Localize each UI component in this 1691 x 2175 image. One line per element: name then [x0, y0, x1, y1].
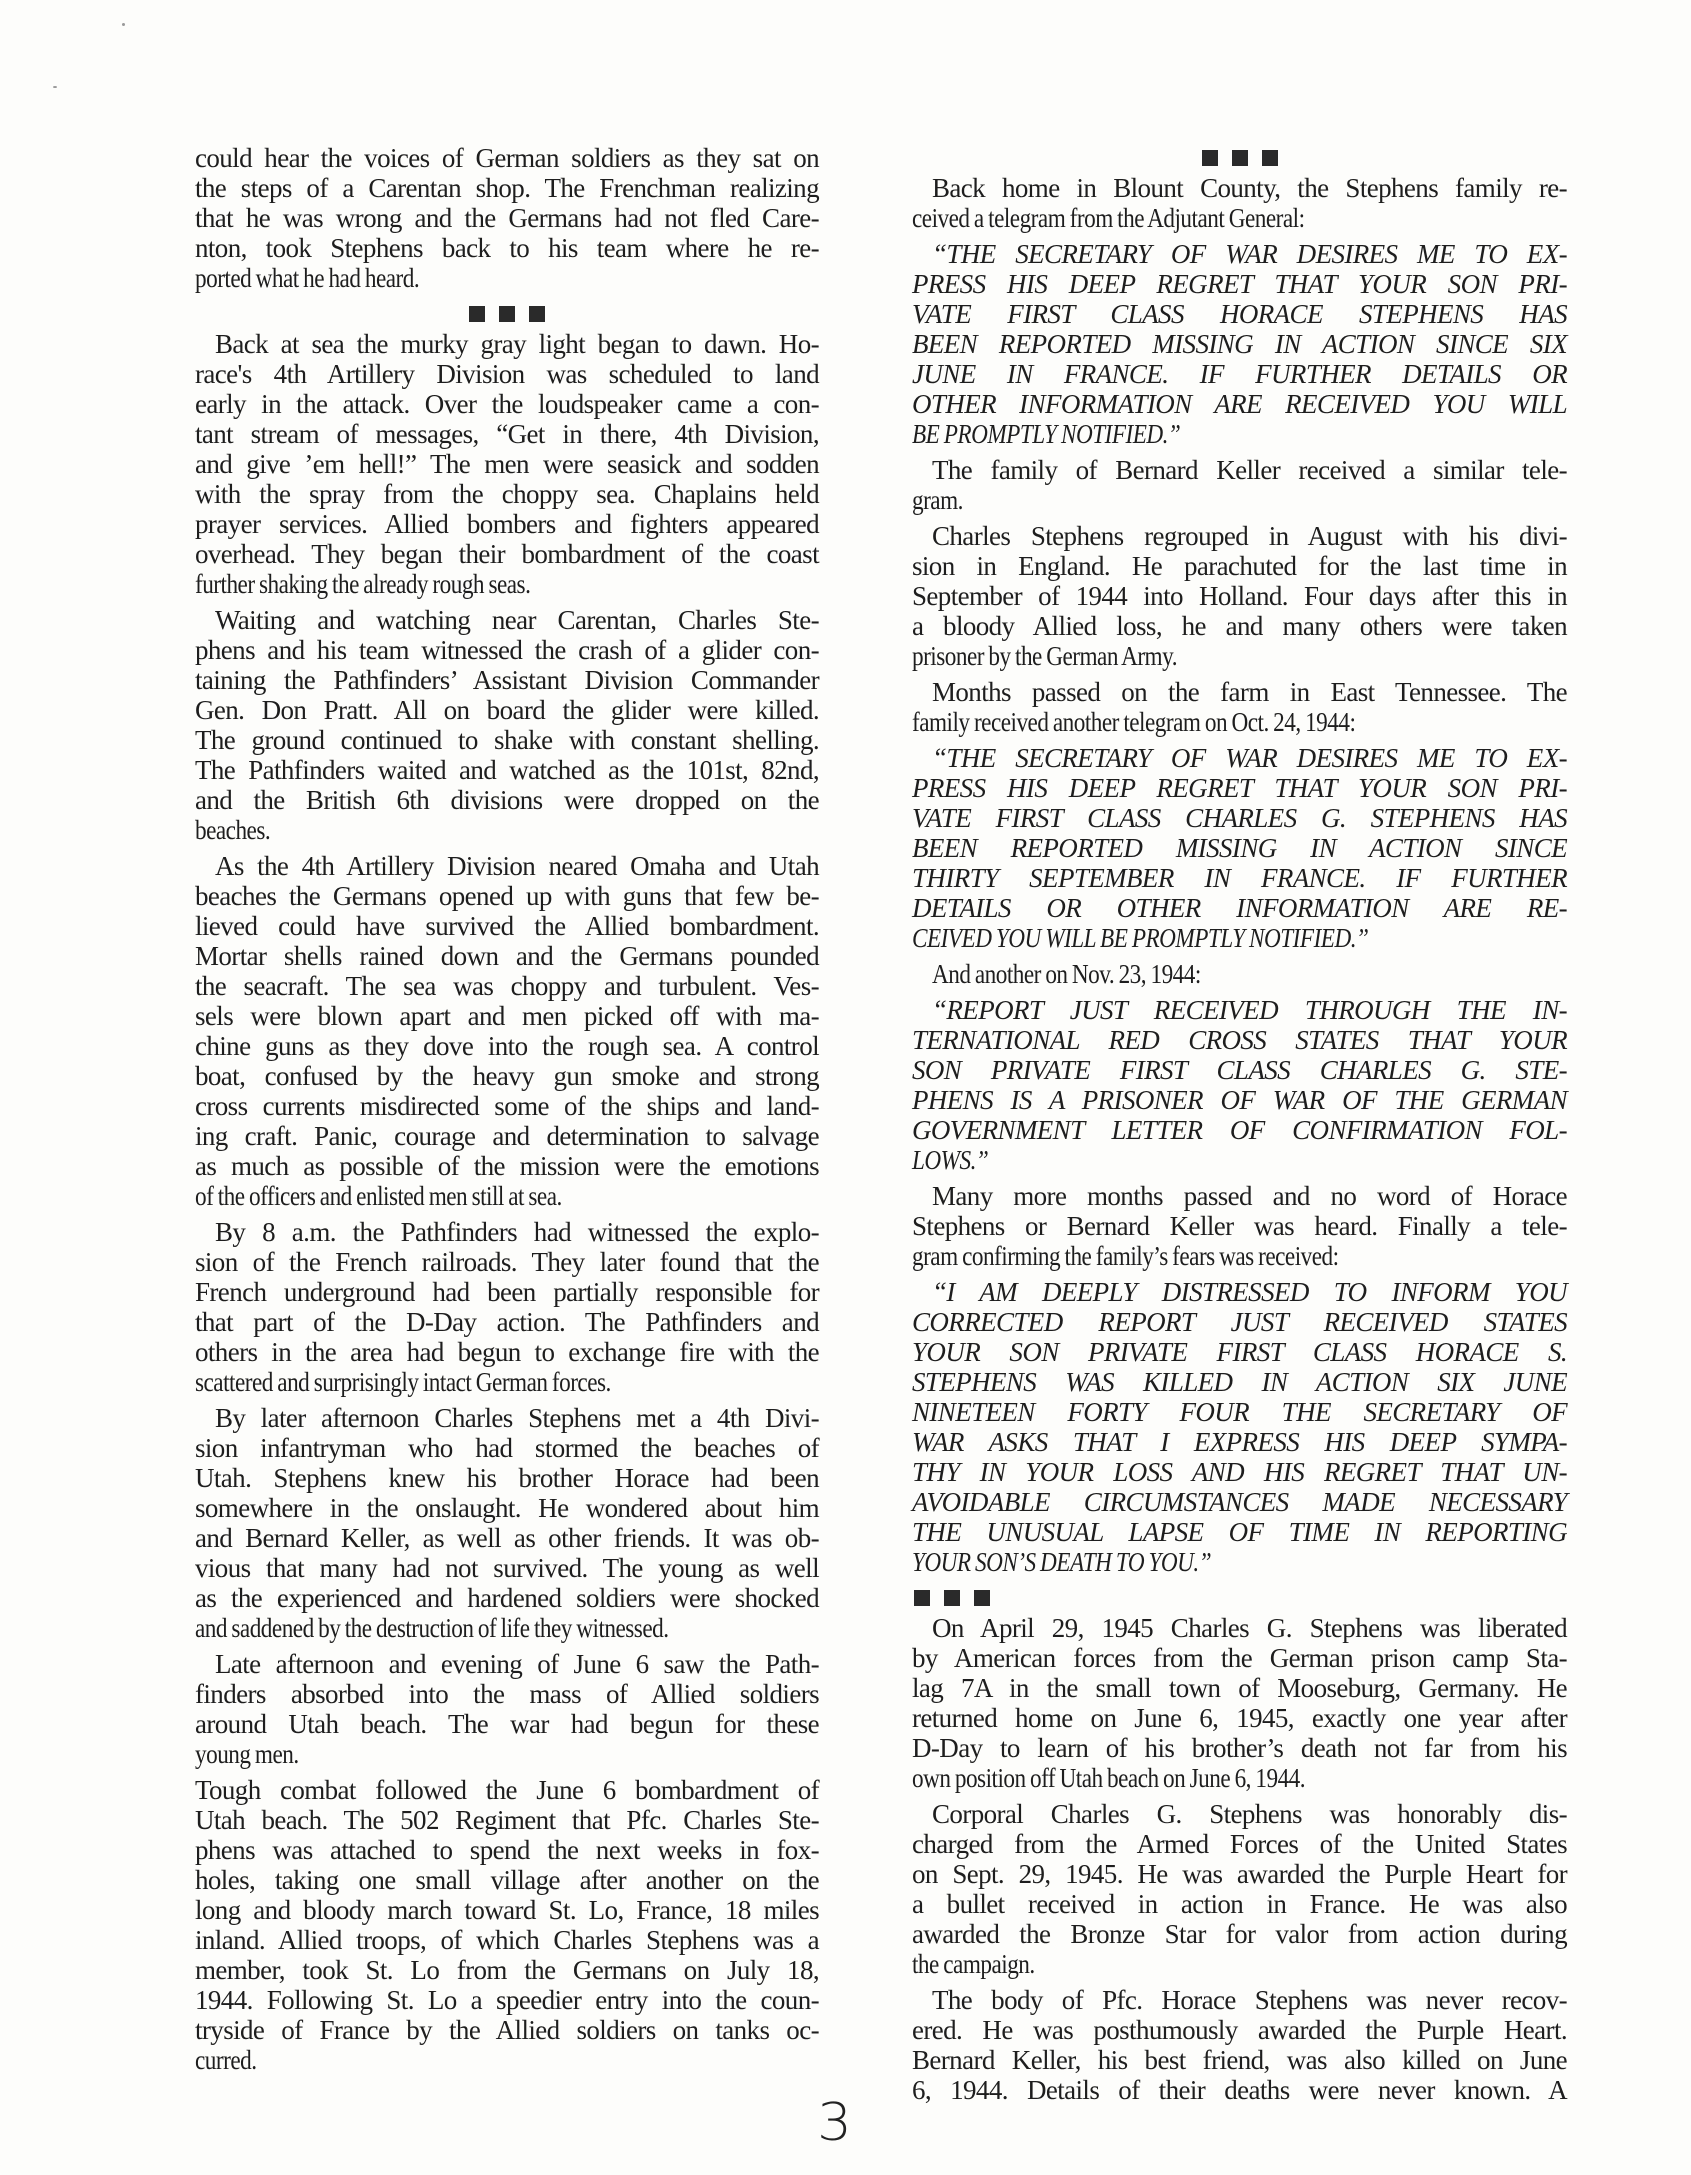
text-line [912, 239, 1567, 269]
text-line [912, 1307, 1567, 1337]
text-line [195, 851, 819, 881]
text-line [912, 959, 1567, 989]
square-bullet-icon [944, 1590, 960, 1606]
text-line [195, 635, 819, 665]
text-line-content: that part of the D-Day action. The Pathfinders and [195, 1307, 819, 1337]
text-line-content: Utah beach. The 502 Regiment that Pfc. Charles Ste- [195, 1805, 819, 1835]
text-line-content: sels were blown apart and men picked off with ma- [195, 1001, 819, 1031]
text-line-content: as the experienced and hardened soldiers were shocked [195, 1583, 819, 1613]
text-line [195, 941, 819, 971]
text-line [195, 1865, 819, 1895]
text-line-content: taining the Pathfinders’ Assistant Division Commander [195, 665, 819, 695]
text-line [195, 1493, 819, 1523]
text-line [912, 1547, 1567, 1577]
text-line-content: “THE SECRETARY OF WAR DESIRES ME TO EX- [932, 743, 1567, 773]
text-line [195, 1091, 819, 1121]
text-line [195, 1553, 819, 1583]
text-line [912, 1115, 1567, 1145]
text-line-content: D-Day to learn of his brother’s death not far from his [912, 1733, 1567, 1763]
text-line [912, 803, 1567, 833]
text-line-content: and saddened by the destruction of life they witnessed. [195, 1613, 669, 1643]
text-line [912, 173, 1567, 203]
text-line-content: PHENS IS A PRISONER OF WAR OF THE GERMAN [912, 1085, 1567, 1115]
text-line [195, 509, 819, 539]
text-line-content: phens and his team witnessed the crash of a glider con- [195, 635, 819, 665]
text-line [195, 1805, 819, 1835]
text-line-content: somewhere in the onslaught. He wondered about him [195, 1493, 819, 1523]
text-line [912, 2075, 1567, 2105]
text-line [912, 551, 1567, 581]
text-line [195, 1523, 819, 1553]
text-line [195, 359, 819, 389]
text-line [912, 1517, 1567, 1547]
text-line-content: Back at sea the murky gray light began to dawn. Ho- [215, 329, 819, 359]
paragraph [195, 143, 819, 293]
text-line [912, 863, 1567, 893]
text-line [912, 1859, 1567, 1889]
text-line [195, 1835, 819, 1865]
text-line-content: further shaking the already rough seas. [195, 569, 531, 599]
text-line-content: chine guns as they dove into the rough sea. A control [195, 1031, 819, 1061]
text-line [195, 971, 819, 1001]
paragraph [195, 1403, 819, 1643]
paragraph [912, 1181, 1567, 1271]
text-line-content: “REPORT JUST RECEIVED THROUGH THE IN- [932, 995, 1567, 1025]
text-line [912, 677, 1567, 707]
text-line-content: BEEN REPORTED MISSING IN ACTION SINCE [912, 833, 1567, 863]
text-line-content: race's 4th Artillery Division was scheduled to land [195, 359, 819, 389]
text-line-content: VATE FIRST CLASS CHARLES G. STEPHENS HAS [912, 803, 1567, 833]
text-line-content: Stephens or Bernard Keller was heard. Finally a tele- [912, 1211, 1567, 1241]
text-line-content: around Utah beach. The war had begun for these [195, 1709, 819, 1739]
text-line-content: Late afternoon and evening of June 6 saw the Path- [215, 1649, 819, 1679]
text-line-content: PRESS HIS DEEP REGRET THAT YOUR SON PRI- [912, 269, 1567, 299]
text-line [195, 1247, 819, 1277]
text-line-content: own position off Utah beach on June 6, 1944. [912, 1763, 1306, 1793]
text-line [195, 1307, 819, 1337]
text-line [912, 1949, 1567, 1979]
text-line-content: others in the area had begun to exchange fire with the [195, 1337, 819, 1367]
text-line-content: Back home in Blount County, the Stephens family re- [932, 173, 1567, 203]
handwritten-page-number: 3 [817, 2093, 852, 2153]
text-line [912, 833, 1567, 863]
text-line [195, 1367, 819, 1397]
text-line-content: could hear the voices of German soldiers as they sat on [195, 143, 819, 173]
paragraph [912, 959, 1567, 989]
text-line [195, 449, 819, 479]
text-line [195, 263, 819, 293]
text-line [195, 1709, 819, 1739]
text-line [912, 1367, 1567, 1397]
text-line-content: GOVERNMENT LETTER OF CONFIRMATION FOL- [912, 1115, 1567, 1145]
text-line [912, 1889, 1567, 1919]
text-line [195, 1217, 819, 1247]
text-line [912, 641, 1567, 671]
text-line-content: the seacraft. The sea was choppy and turbulent. Ves- [195, 971, 819, 1001]
text-line [195, 2045, 819, 2075]
text-line [912, 1277, 1567, 1307]
text-line-content: WAR ASKS THAT I EXPRESS HIS DEEP SYMPA- [912, 1427, 1567, 1457]
scan-speck [53, 86, 57, 88]
text-line-content: by American forces from the German prison camp Sta- [912, 1643, 1567, 1673]
paragraph [912, 1613, 1567, 1793]
text-line-content: STEPHENS WAS KILLED IN ACTION SIX JUNE [912, 1367, 1567, 1397]
text-line [912, 1919, 1567, 1949]
paragraph [912, 173, 1567, 233]
text-line [195, 1061, 819, 1091]
paragraph [195, 1649, 819, 1769]
text-line [195, 1583, 819, 1613]
text-line [195, 1613, 819, 1643]
paragraph [195, 851, 819, 1211]
text-line [912, 1025, 1567, 1055]
text-line-content: long and bloody march toward St. Lo, France, 18 miles [195, 1895, 819, 1925]
text-line-content: Utah. Stephens knew his brother Horace had been [195, 1463, 819, 1493]
text-line-content: sion of the French railroads. They later found that the [195, 1247, 819, 1277]
right-column [912, 143, 1567, 2111]
text-line-content: gram. [912, 485, 963, 515]
text-line [912, 359, 1567, 389]
text-line [195, 1031, 819, 1061]
text-line [912, 203, 1567, 233]
text-line-content: BEEN REPORTED MISSING IN ACTION SINCE SIX [912, 329, 1567, 359]
text-line-content: The Pathfinders waited and watched as the 101st, 82nd, [195, 755, 819, 785]
text-line-content: Corporal Charles G. Stephens was honorably dis- [932, 1799, 1567, 1829]
text-line-content: ered. He was posthumously awarded the Purple Heart. [912, 2015, 1567, 2045]
text-line [195, 665, 819, 695]
text-line [195, 203, 819, 233]
text-line-content: Bernard Keller, his best friend, was also killed on June [912, 2045, 1567, 2075]
text-line-content: Waiting and watching near Carentan, Charles Ste- [215, 605, 819, 635]
text-line-content: DETAILS OR OTHER INFORMATION ARE RE- [912, 893, 1567, 923]
text-line-content: with the spray from the choppy sea. Chaplains held [195, 479, 819, 509]
text-line-content: phens was attached to spend the next weeks in fox- [195, 1835, 819, 1865]
text-line-content: beaches. [195, 815, 271, 845]
telegram-quote [912, 239, 1567, 449]
text-line-content: returned home on June 6, 1945, exactly one year after [912, 1703, 1567, 1733]
text-line-content: “THE SECRETARY OF WAR DESIRES ME TO EX- [932, 239, 1567, 269]
text-line [195, 1955, 819, 1985]
text-line [912, 1241, 1567, 1271]
text-line [195, 419, 819, 449]
paragraph [195, 329, 819, 599]
text-line-content: September of 1944 into Holland. Four days after this in [912, 581, 1567, 611]
text-line-content: Tough combat followed the June 6 bombardment of [195, 1775, 819, 1805]
square-bullet-icon [499, 306, 515, 322]
paragraph [912, 455, 1567, 515]
text-line-content: as much as possible of the mission were the emotions [195, 1151, 819, 1181]
text-line-content: curred. [195, 2045, 257, 2075]
text-line-content: ing craft. Panic, courage and determination to salvage [195, 1121, 819, 1151]
text-line-content: beaches the Germans opened up with guns that few be- [195, 881, 819, 911]
text-line-content: and Bernard Keller, as well as other friends. It was ob- [195, 1523, 819, 1553]
text-line-content: TERNATIONAL RED CROSS STATES THAT YOUR [912, 1025, 1567, 1055]
square-bullet-icon [914, 1590, 930, 1606]
left-column [195, 143, 819, 2081]
text-line [912, 1457, 1567, 1487]
text-line [912, 1799, 1567, 1829]
text-line [912, 455, 1567, 485]
text-line-content: THE UNUSUAL LAPSE OF TIME IN REPORTING [912, 1517, 1567, 1547]
text-line-content: YOUR SON PRIVATE FIRST CLASS HORACE S. [912, 1337, 1567, 1367]
text-line-content: a bloody Allied loss, he and many others were taken [912, 611, 1567, 641]
text-line [195, 1775, 819, 1805]
text-line-content: and the British 6th divisions were dropped on the [195, 785, 819, 815]
text-line [195, 2015, 819, 2045]
text-line-content: Charles Stephens regrouped in August with his divi- [932, 521, 1567, 551]
text-line [195, 1739, 819, 1769]
text-line-content: As the 4th Artillery Division neared Omaha and Utah [215, 851, 819, 881]
text-line [195, 785, 819, 815]
section-separator [195, 299, 819, 329]
text-line-content: tryside of France by the Allied soldiers on tanks oc- [195, 2015, 819, 2045]
text-line-content: JUNE IN FRANCE. IF FURTHER DETAILS OR [912, 359, 1567, 389]
text-line-content: “I AM DEEPLY DISTRESSED TO INFORM YOU [932, 1277, 1567, 1307]
text-line-content: and give ’em hell!” The men were seasick and sodden [195, 449, 819, 479]
text-line [912, 1763, 1567, 1793]
text-line-content: ceived a telegram from the Adjutant General: [912, 203, 1305, 233]
text-line-content: cross currents misdirected some of the ships and land- [195, 1091, 819, 1121]
text-line [912, 1487, 1567, 1517]
text-line-content: boat, confused by the heavy gun smoke and strong [195, 1061, 819, 1091]
text-line-content: Mortar shells rained down and the Germans pounded [195, 941, 819, 971]
text-line-content: The ground continued to shake with constant shelling. [195, 725, 819, 755]
text-line-content: OTHER INFORMATION ARE RECEIVED YOU WILL [912, 389, 1567, 419]
paragraph [195, 1775, 819, 2075]
text-line-content: member, took St. Lo from the Germans on July 18, [195, 1955, 819, 1985]
text-line [195, 569, 819, 599]
text-line-content: young men. [195, 1739, 299, 1769]
text-line [912, 1145, 1567, 1175]
text-line [912, 995, 1567, 1025]
square-bullet-icon [1202, 150, 1218, 166]
text-line [912, 1211, 1567, 1241]
square-bullet-icon [1232, 150, 1248, 166]
paragraph [912, 677, 1567, 737]
text-line [912, 1085, 1567, 1115]
text-line [912, 419, 1567, 449]
text-line-content: of the officers and enlisted men still at sea. [195, 1181, 562, 1211]
telegram-quote [912, 995, 1567, 1175]
text-line-content: THIRTY SEPTEMBER IN FRANCE. IF FURTHER [912, 863, 1567, 893]
text-line [195, 1985, 819, 2015]
text-line-content: And another on Nov. 23, 1944: [932, 959, 1201, 989]
text-line-content: THY IN YOUR LOSS AND HIS REGRET THAT UN- [912, 1457, 1567, 1487]
text-line-content: French underground had been partially responsible for [195, 1277, 819, 1307]
text-line-content: that he was wrong and the Germans had not fled Care- [195, 203, 819, 233]
text-line [195, 1337, 819, 1367]
text-line-content: LOWS.” [912, 1145, 989, 1175]
text-line-content: holes, taking one small village after another on the [195, 1865, 819, 1895]
text-line-content: prayer services. Allied bombers and fighters appeared [195, 509, 819, 539]
text-line [195, 1001, 819, 1031]
text-line [912, 923, 1567, 953]
text-line [912, 1703, 1567, 1733]
text-line-content: overhead. They began their bombardment of the coast [195, 539, 819, 569]
text-line-content: scattered and surprisingly intact German forces. [195, 1367, 611, 1397]
text-line [195, 1925, 819, 1955]
text-line [912, 521, 1567, 551]
text-line [912, 269, 1567, 299]
text-line [912, 707, 1567, 737]
text-line-content: NINETEEN FORTY FOUR THE SECRETARY OF [912, 1397, 1567, 1427]
text-line [912, 1181, 1567, 1211]
text-line [912, 581, 1567, 611]
text-line [195, 1679, 819, 1709]
paragraph [912, 1799, 1567, 1979]
text-line [912, 1733, 1567, 1763]
text-line [195, 1277, 819, 1307]
text-line-content: nton, took Stephens back to his team where he re- [195, 233, 819, 263]
text-line-content: Months passed on the farm in East Tennessee. The [932, 677, 1567, 707]
text-line-content: Many more months passed and no word of Horace [932, 1181, 1567, 1211]
text-line [195, 755, 819, 785]
text-line [195, 605, 819, 635]
text-line-content: YOUR SON’S DEATH TO YOU.” [912, 1547, 1212, 1577]
text-line-content: Gen. Don Pratt. All on board the glider were killed. [195, 695, 819, 725]
text-line-content: the steps of a Carentan shop. The Frenchman realizing [195, 173, 819, 203]
text-line [195, 389, 819, 419]
text-line-content: early in the attack. Over the loudspeaker came a con- [195, 389, 819, 419]
section-separator [912, 1583, 1567, 1613]
text-line [912, 1673, 1567, 1703]
text-line [195, 1403, 819, 1433]
text-line-content: vious that many had not survived. The young as well [195, 1553, 819, 1583]
section-separator [912, 143, 1567, 173]
text-line-content: the campaign. [912, 1949, 1035, 1979]
text-line-content: VATE FIRST CLASS HORACE STEPHENS HAS [912, 299, 1567, 329]
text-line [195, 173, 819, 203]
text-line [912, 743, 1567, 773]
text-line-content: tant stream of messages, “Get in there, 4th Division, [195, 419, 819, 449]
text-line [195, 815, 819, 845]
text-line [912, 893, 1567, 923]
square-bullet-icon [1262, 150, 1278, 166]
paragraph [195, 1217, 819, 1397]
text-line [912, 1829, 1567, 1859]
text-line [195, 911, 819, 941]
square-bullet-icon [974, 1590, 990, 1606]
text-line [195, 1895, 819, 1925]
text-line [912, 1643, 1567, 1673]
text-line [195, 1463, 819, 1493]
text-line-content: AVOIDABLE CIRCUMSTANCES MADE NECESSARY [912, 1487, 1567, 1517]
text-line-content: PRESS HIS DEEP REGRET THAT YOUR SON PRI- [912, 773, 1567, 803]
text-line-content: prisoner by the German Army. [912, 641, 1177, 671]
text-line-content: finders absorbed into the mass of Allied soldiers [195, 1679, 819, 1709]
paragraph [912, 1985, 1567, 2105]
text-line-content: lieved could have survived the Allied bombardment. [195, 911, 819, 941]
text-line-content: 6, 1944. Details of their deaths were never known. A [912, 2075, 1567, 2105]
square-bullet-icon [529, 306, 545, 322]
paragraph [912, 521, 1567, 671]
text-line-content: The body of Pfc. Horace Stephens was never recov- [932, 1985, 1567, 2015]
text-line-content: The family of Bernard Keller received a similar tele- [932, 455, 1567, 485]
text-line [912, 2045, 1567, 2075]
paragraph [195, 605, 819, 845]
text-line [195, 725, 819, 755]
text-line [912, 611, 1567, 641]
text-line [195, 1181, 819, 1211]
text-line [912, 329, 1567, 359]
text-line [195, 479, 819, 509]
text-line [912, 1985, 1567, 2015]
text-line-content: family received another telegram on Oct. 24, 1944: [912, 707, 1356, 737]
text-line [912, 773, 1567, 803]
text-line-content: gram confirming the family’s fears was received: [912, 1241, 1339, 1271]
text-line [195, 1121, 819, 1151]
text-line-content: CORRECTED REPORT JUST RECEIVED STATES [912, 1307, 1567, 1337]
text-line [195, 1433, 819, 1463]
telegram-quote [912, 743, 1567, 953]
text-line [912, 1055, 1567, 1085]
text-line [912, 1427, 1567, 1457]
text-line-content: By 8 a.m. the Pathfinders had witnessed the explo- [215, 1217, 819, 1247]
text-line-content: SON PRIVATE FIRST CLASS CHARLES G. STE- [912, 1055, 1567, 1085]
text-line [912, 1613, 1567, 1643]
text-line-content: 1944. Following St. Lo a speedier entry into the coun- [195, 1985, 819, 2015]
text-line-content: a bullet received in action in France. He was also [912, 1889, 1567, 1919]
text-line [912, 389, 1567, 419]
text-line-content: BE PROMPTLY NOTIFIED.” [912, 419, 1181, 449]
telegram-quote [912, 1277, 1567, 1577]
text-line [195, 143, 819, 173]
text-line-content: CEIVED YOU WILL BE PROMPTLY NOTIFIED.” [912, 923, 1369, 953]
text-line-content: sion in England. He parachuted for the last time in [912, 551, 1567, 581]
text-line [912, 485, 1567, 515]
scan-speck [122, 23, 125, 26]
text-line-content: On April 29, 1945 Charles G. Stephens was liberated [932, 1613, 1567, 1643]
text-line-content: ported what he had heard. [195, 263, 420, 293]
text-line [912, 1337, 1567, 1367]
text-line [195, 695, 819, 725]
square-bullet-icon [469, 306, 485, 322]
text-line-content: By later afternoon Charles Stephens met a 4th Divi- [215, 1403, 819, 1433]
text-line [195, 1649, 819, 1679]
text-line-content: lag 7A in the small town of Mooseburg, Germany. He [912, 1673, 1567, 1703]
text-line-content: inland. Allied troops, of which Charles Stephens was a [195, 1925, 819, 1955]
text-line-content: charged from the Armed Forces of the United States [912, 1829, 1567, 1859]
text-line-content: on Sept. 29, 1945. He was awarded the Purple Heart for [912, 1859, 1567, 1889]
text-line [195, 233, 819, 263]
text-line-content: sion infantryman who had stormed the beaches of [195, 1433, 819, 1463]
text-line [912, 299, 1567, 329]
text-line [912, 1397, 1567, 1427]
text-line-content: awarded the Bronze Star for valor from action during [912, 1919, 1567, 1949]
text-line [912, 2015, 1567, 2045]
text-line [195, 329, 819, 359]
text-line [195, 881, 819, 911]
text-line [195, 539, 819, 569]
text-line [195, 1151, 819, 1181]
